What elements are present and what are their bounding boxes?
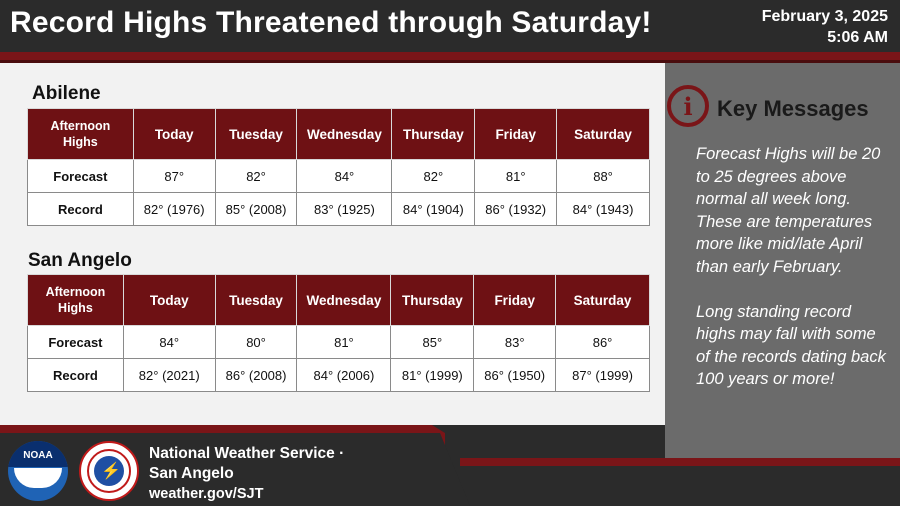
san-angelo-table [27,274,650,392]
column-header: Wednesday [297,109,392,160]
record-cell: 82° (2021) [123,359,215,392]
forecast-cell: 80° [215,326,297,359]
forecast-cell: 84° [123,326,215,359]
corner-header-line1: Afternoon [50,119,111,133]
forecast-cell: 88° [557,160,650,193]
abilene-table [27,108,650,226]
header-bar [0,0,900,52]
forecast-cell: 81° [475,160,557,193]
nws-logo [79,441,139,501]
corner-header [28,275,124,326]
record-cell: 85° (2008) [215,193,297,226]
info-icon [667,85,709,127]
header-time: 5:06 AM [827,29,888,46]
main-panel [0,63,665,425]
key-messages-title: Key Messages [717,96,869,121]
corner-header-line1: Afternoon [45,285,106,299]
footer-stripe-right [460,458,900,466]
page-title: Record Highs Threatened through Saturday! [10,6,652,39]
column-header: Thursday [392,109,475,160]
column-header: Wednesday [297,275,391,326]
forecast-cell: 81° [297,326,391,359]
corner-header [28,109,134,160]
forecast-cell: 82° [215,160,297,193]
footer-org-info [149,444,344,504]
record-cell: 86° (2008) [215,359,297,392]
record-cell: 81° (1999) [391,359,474,392]
noaa-bird-icon [14,468,62,488]
header-stripe [0,52,900,60]
key-message-2: Long standing record highs may fall with some of the records dating back 100 years or more! [696,302,886,389]
key-messages-panel [665,63,900,458]
table-row [28,193,650,226]
column-header: Today [123,275,215,326]
row-label-record: Record [28,193,134,226]
column-header: Saturday [556,275,650,326]
record-cell: 87° (1999) [556,359,650,392]
record-cell: 86° (1932) [475,193,557,226]
record-cell: 86° (1950) [474,359,556,392]
row-label-forecast: Forecast [28,160,134,193]
table-row [28,160,650,193]
record-cell: 83° (1925) [297,193,392,226]
forecast-cell: 84° [297,160,392,193]
corner-header-line2: Highs [63,135,98,149]
forecast-cell: 85° [391,326,474,359]
column-header: Friday [475,109,557,160]
column-header: Tuesday [215,109,297,160]
footer-org-line1: National Weather Service · [149,445,345,462]
table-header-row [28,275,650,326]
city-label-abilene: Abilene [32,83,101,104]
table-row [28,326,650,359]
record-cell: 84° (2006) [297,359,391,392]
header-date: February 3, 2025 [761,8,888,25]
corner-header-line2: Highs [58,301,93,315]
city-label-san-angelo: San Angelo [28,250,132,271]
key-messages-text [696,143,891,413]
column-header: Friday [474,275,556,326]
record-cell: 82° (1976) [133,193,215,226]
column-header: Today [133,109,215,160]
footer-url[interactable]: weather.gov/SJT [149,486,264,502]
header-datetime [762,6,888,48]
record-cell: 84° (1943) [557,193,650,226]
column-header: Thursday [391,275,474,326]
noaa-logo-text: NOAA [23,450,53,461]
forecast-cell: 82° [392,160,475,193]
table-row [28,359,650,392]
row-label-record: Record [28,359,124,392]
lightning-icon: ⚡ [101,463,121,480]
info-icon-glyph: i [683,92,693,121]
column-header: Tuesday [215,275,297,326]
forecast-cell: 86° [556,326,650,359]
forecast-cell: 87° [133,160,215,193]
key-message-1: Forecast Highs will be 20 to 25 degrees above normal all week long. These are temperatures more like mid/late April than early February. [696,145,881,276]
table-header-row [28,109,650,160]
noaa-logo [8,441,68,501]
record-cell: 84° (1904) [392,193,475,226]
forecast-cell: 83° [474,326,556,359]
footer-org-line2: San Angelo [149,465,234,482]
row-label-forecast: Forecast [28,326,124,359]
column-header: Saturday [557,109,650,160]
